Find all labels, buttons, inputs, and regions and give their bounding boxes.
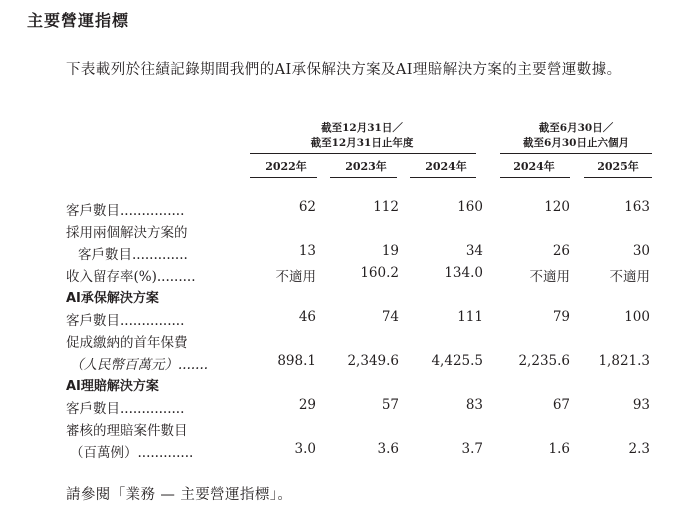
cell-value: 1.6 (548, 441, 570, 457)
table-row (0, 331, 692, 353)
cell-value: 112 (373, 199, 399, 215)
group-rule (250, 153, 476, 154)
year-header: 2022年 (265, 160, 307, 173)
cell-value: 67 (552, 397, 570, 413)
column-group-line: 截至12月31日／ (321, 122, 403, 134)
section-label: AI理賠解決方案 (66, 379, 159, 394)
footer-reference: 請參閱「業務 — 主要營運指標」。 (66, 487, 293, 503)
year-rule (584, 177, 652, 178)
column-group-line: 截至6月30日止六個月 (523, 137, 629, 149)
row-label: 審核的理賠案件數目 (66, 423, 188, 439)
column-group-header-interim (504, 121, 648, 151)
row-label: 客戶數目............... (66, 203, 185, 219)
column-group-line: 截至6月30日／ (538, 122, 614, 134)
year-rule (500, 177, 570, 178)
year-rule (250, 177, 317, 178)
table-row (0, 441, 692, 463)
table-row (0, 287, 692, 309)
cell-value: 1,821.3 (598, 353, 650, 369)
cell-value: 29 (298, 397, 316, 413)
column-group-header-annual (292, 121, 432, 151)
cell-value: 不適用 (275, 269, 316, 285)
year-header: 2025年 (597, 160, 639, 173)
year-header: 2023年 (345, 160, 387, 173)
row-label: （人民幣百萬元）....... (70, 357, 209, 373)
row-label: 客戶數目............... (66, 401, 185, 417)
cell-value: 100 (624, 309, 650, 325)
cell-value: 26 (552, 243, 570, 259)
table-row (0, 419, 692, 441)
cell-value: 46 (298, 309, 316, 325)
cell-value: 不適用 (609, 269, 650, 285)
cell-value: 3.0 (294, 441, 316, 457)
year-header: 2024年 (425, 160, 467, 173)
cell-value: 2,235.6 (518, 353, 570, 369)
table-row (0, 375, 692, 397)
cell-value: 13 (298, 243, 316, 259)
table-row (0, 353, 692, 375)
table-row (0, 243, 692, 265)
cell-value: 898.1 (277, 353, 316, 369)
intro-paragraph: 下表載列於往績記錄期間我們的AI承保解決方案及AI理賠解決方案的主要營運數據。 (66, 62, 622, 78)
cell-value: 3.6 (377, 441, 399, 457)
cell-value: 2,349.6 (347, 353, 399, 369)
cell-value: 74 (381, 309, 399, 325)
group-rule (500, 153, 652, 154)
cell-value: 34 (465, 243, 483, 259)
cell-value: 3.7 (461, 441, 483, 457)
row-label: 促成繳納的首年保費 (66, 335, 188, 351)
row-label: 收入留存率(%)......... (66, 269, 196, 285)
row-label: 客戶數目............. (78, 247, 188, 263)
year-header: 2024年 (513, 160, 555, 173)
cell-value: 160 (457, 199, 483, 215)
year-rule (330, 177, 397, 178)
row-label: 客戶數目............... (66, 313, 185, 329)
cell-value: 79 (552, 309, 570, 325)
cell-value: 19 (381, 243, 399, 259)
table-row (0, 397, 692, 419)
cell-value: 163 (624, 199, 650, 215)
cell-value: 120 (544, 199, 570, 215)
cell-value: 不適用 (529, 269, 570, 285)
cell-value: 160.2 (360, 265, 399, 281)
cell-value: 57 (381, 397, 399, 413)
row-label: （百萬例）............. (70, 445, 194, 461)
column-group-line: 截至12月31日止年度 (310, 137, 414, 149)
table-row (0, 265, 692, 287)
cell-value: 62 (298, 199, 316, 215)
section-label: AI承保解決方案 (66, 291, 159, 306)
table-row (0, 309, 692, 331)
year-rule (410, 177, 476, 178)
table-row (0, 221, 692, 243)
cell-value: 134.0 (444, 265, 483, 281)
cell-value: 83 (465, 397, 483, 413)
cell-value: 93 (632, 397, 650, 413)
cell-value: 4,425.5 (431, 353, 483, 369)
cell-value: 30 (632, 243, 650, 259)
row-label: 採用兩個解決方案的 (66, 225, 188, 241)
table-row (0, 199, 692, 221)
cell-value: 2.3 (628, 441, 650, 457)
cell-value: 111 (457, 309, 483, 325)
section-title: 主要營運指標 (27, 11, 130, 30)
